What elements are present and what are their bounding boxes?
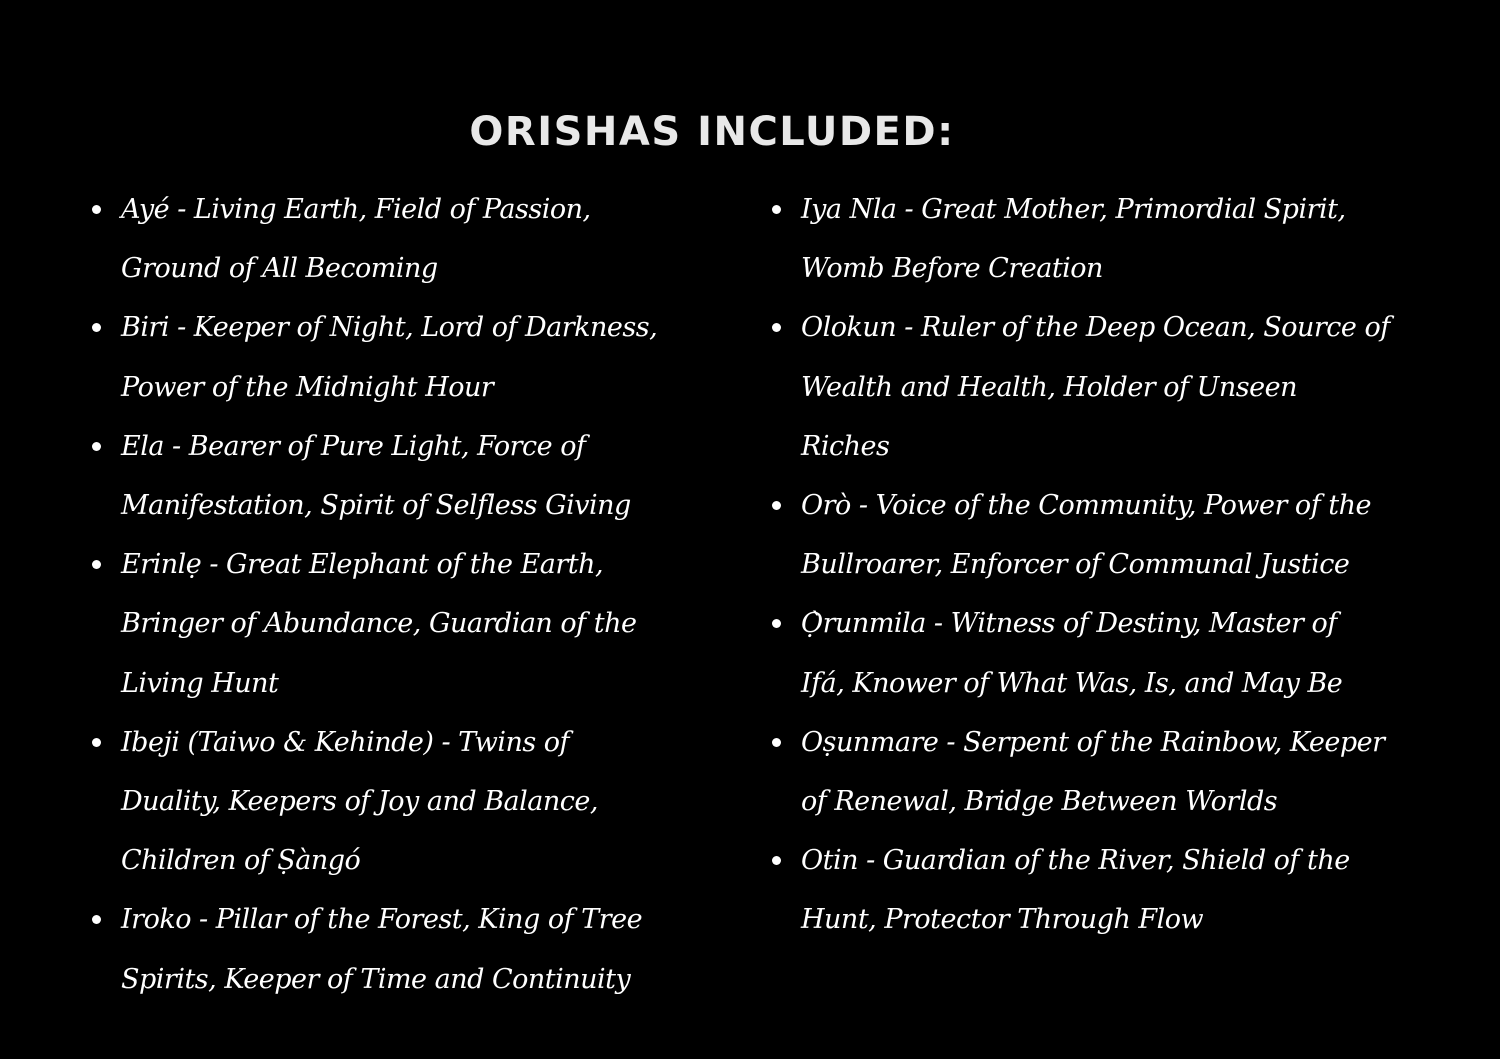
bullet-icon [772, 738, 781, 747]
item-line: Otin - Guardian of the River, Shield of the [801, 845, 1350, 877]
orisha-list-right [768, 180, 1418, 950]
item-line: Duality, Keepers of Joy and Balance, [121, 786, 598, 818]
list-item-ibeji [88, 713, 698, 891]
item-line: Living Hunt [121, 667, 279, 699]
item-line: Olokun - Ruler of the Deep Ocean, Source of [801, 312, 1390, 344]
bullet-icon [92, 915, 101, 924]
bullet-icon [772, 205, 781, 214]
item-line: Wealth and Health, Holder of Unseen [801, 371, 1297, 403]
item-line: Children of Ṣàngó [121, 845, 361, 877]
orisha-list-left [88, 180, 698, 1009]
item-line: Bringer of Abundance, Guardian of the [121, 608, 637, 640]
item-line: of Renewal, Bridge Between Worlds [801, 786, 1278, 818]
list-item-olokun [768, 298, 1418, 476]
item-line: Orò - Voice of the Community, Power of the [801, 490, 1371, 522]
list-item-ela [88, 417, 698, 535]
item-line: Biri - Keeper of Night, Lord of Darkness, [121, 312, 658, 344]
bullet-icon [772, 501, 781, 510]
item-line: Oṣunmare - Serpent of the Rainbow, Keeper [801, 726, 1385, 758]
list-item-biri [88, 298, 698, 416]
item-line: Iroko - Pillar of the Forest, King of Tree [121, 904, 643, 936]
item-line: Womb Before Creation [801, 253, 1103, 285]
bullet-icon [92, 738, 101, 747]
item-line: Manifestation, Spirit of Selfless Giving [121, 490, 631, 522]
list-item-otin [768, 831, 1418, 949]
item-line: Hunt, Protector Through Flow [801, 904, 1204, 936]
item-line: Ifá, Knower of What Was, Is, and May Be [801, 667, 1343, 699]
list-item-oro [768, 476, 1418, 594]
bullet-icon [772, 619, 781, 628]
item-line: Ibeji (Taiwo & Kehinde) - Twins of [121, 726, 570, 758]
item-line: Riches [801, 430, 890, 462]
item-line: Ela - Bearer of Pure Light, Force of [121, 430, 586, 462]
item-line: Power of the Midnight Hour [121, 371, 494, 403]
list-item-orunmila [768, 594, 1418, 712]
list-item-osunmare [768, 713, 1418, 831]
item-line: Iya Nla - Great Mother, Primordial Spirit, [801, 194, 1346, 225]
item-line: Ọ̀runmila - Witness of Destiny, Master of [801, 608, 1337, 640]
item-line: Erinlẹ - Great Elephant of the Earth, [121, 549, 604, 581]
bullet-icon [772, 323, 781, 332]
bullet-icon [92, 323, 101, 332]
bullet-icon [92, 205, 101, 214]
item-line: Ground of All Becoming [121, 253, 438, 285]
bullet-icon [772, 856, 781, 865]
list-item-iroko [88, 890, 698, 1008]
item-line: Spirits, Keeper of Time and Continuity [121, 963, 631, 995]
item-line: Bullroarer, Enforcer of Communal Justice [801, 549, 1350, 581]
bullet-icon [92, 442, 101, 451]
list-item-erinle [88, 535, 698, 713]
list-item-aye [88, 180, 698, 298]
bullet-icon [92, 560, 101, 569]
list-item-iya-nla [768, 180, 1418, 298]
item-line: Ayé - Living Earth, Field of Passion, [121, 194, 591, 225]
page-title: ORISHAS INCLUDED: [469, 109, 955, 155]
